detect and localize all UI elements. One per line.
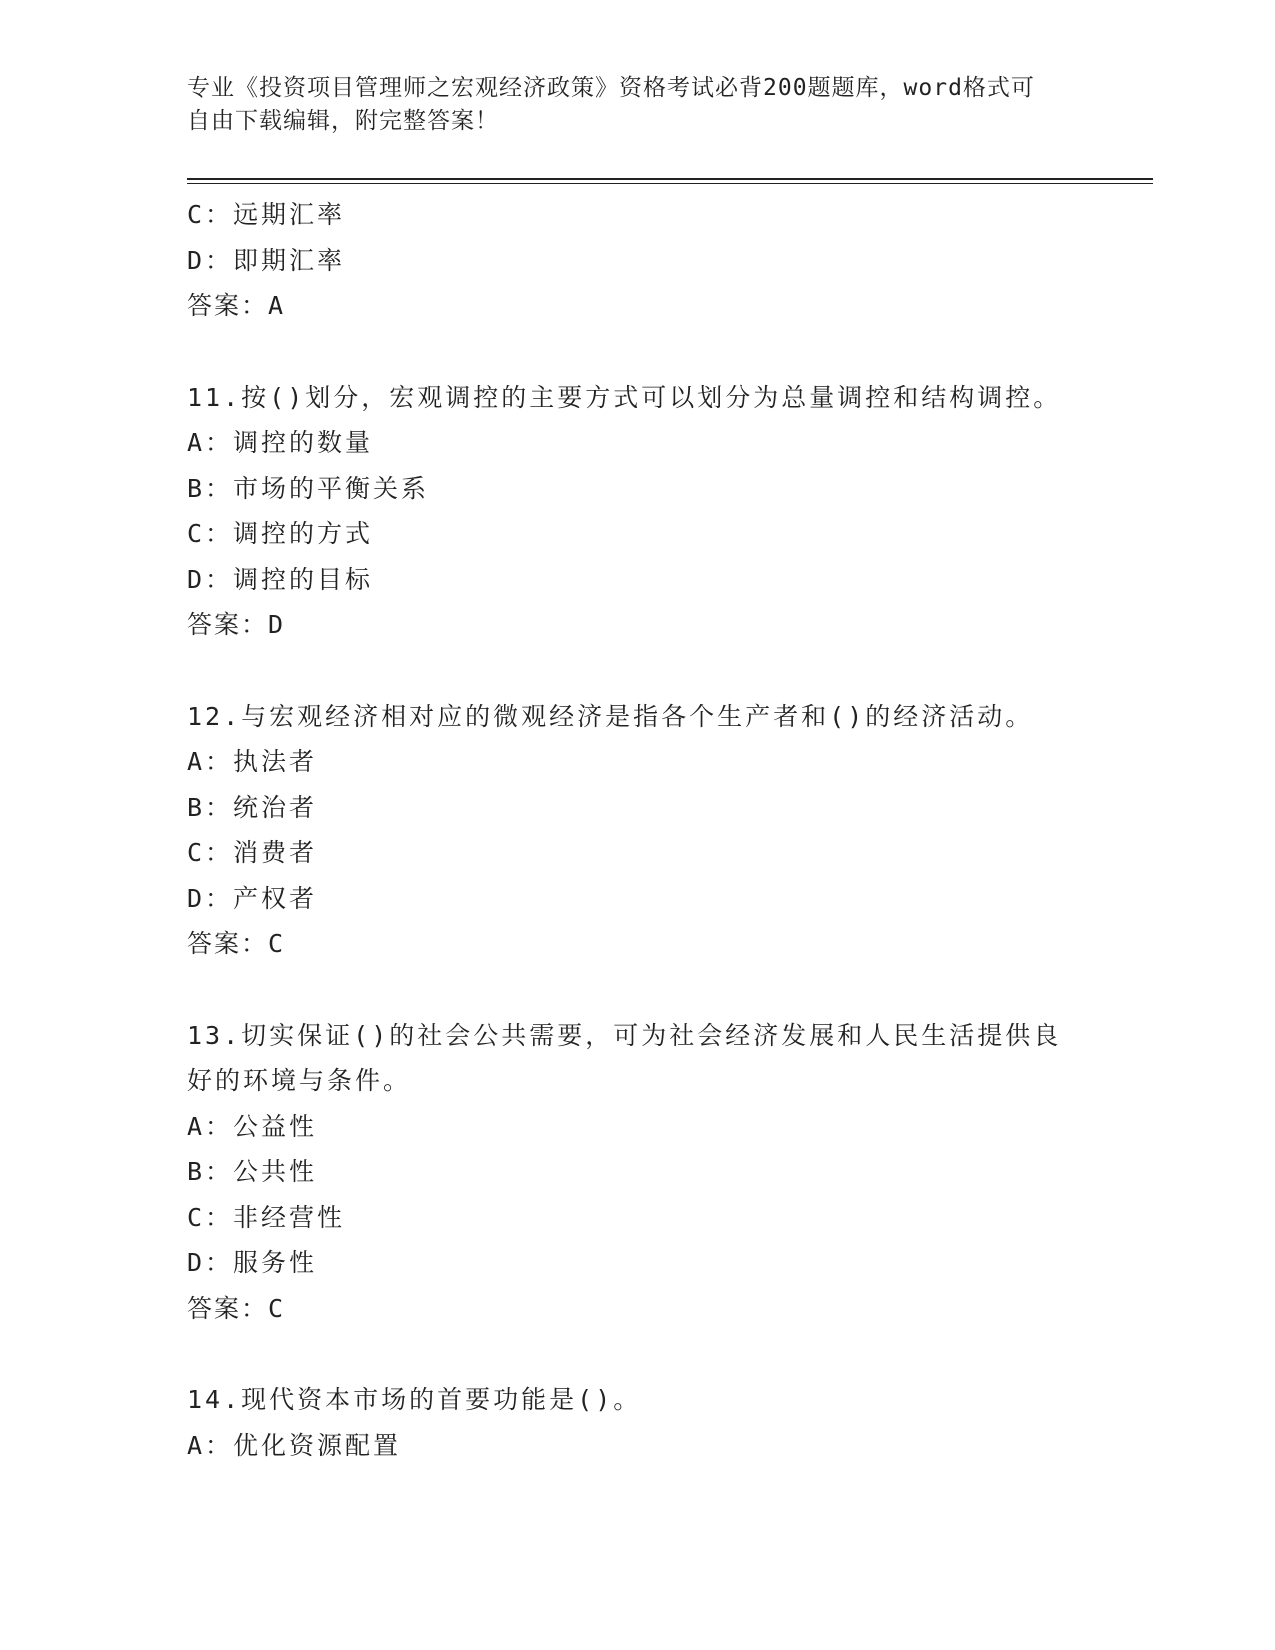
option-c: C：调控的方式 xyxy=(187,519,374,548)
answer-value: C xyxy=(268,1293,285,1323)
header-title-line-2: 自由下载编辑，附完整答案！ xyxy=(187,108,499,134)
answer-line xyxy=(187,921,1087,967)
answer-label: 答案： xyxy=(187,610,269,639)
answer-value: D xyxy=(268,610,285,639)
answer-label: 答案： xyxy=(187,291,269,320)
option-b: B：统治者 xyxy=(187,792,318,822)
header-divider xyxy=(187,178,1153,180)
question-12 xyxy=(187,694,1087,967)
answer-label: 答案： xyxy=(187,1293,269,1323)
question-stem: 12.与宏观经济相对应的微观经济是指各个生产者和()的经济活动。 xyxy=(187,701,1034,731)
question-11 xyxy=(187,375,1087,648)
answer-line xyxy=(187,602,1087,648)
question-stem: 14.现代资本市场的首要功能是()。 xyxy=(187,1385,642,1414)
option-c: C：非经营性 xyxy=(187,1202,346,1232)
option-a: A：调控的数量 xyxy=(187,428,374,457)
question-13 xyxy=(187,1013,1087,1332)
answer-value: A xyxy=(268,291,285,320)
question-stem-line-2: 好的环境与条件。 xyxy=(187,1066,412,1095)
document-header xyxy=(187,72,1087,138)
option-d: D：产权者 xyxy=(187,883,318,913)
option-c: C：消费者 xyxy=(187,838,318,867)
option-a: A：执法者 xyxy=(187,747,318,776)
option-a: A：优化资源配置 xyxy=(187,1430,402,1460)
question-fragment xyxy=(187,192,1087,329)
header-title-line-1: 专业《投资项目管理师之宏观经济政策》资格考试必背200题题库，word格式可 xyxy=(187,75,1035,101)
option-d: D：调控的目标 xyxy=(187,564,374,594)
answer-label: 答案： xyxy=(187,929,269,958)
option-c: C：远期汇率 xyxy=(187,200,346,229)
option-d: D：服务性 xyxy=(187,1248,318,1277)
question-stem-line-1: 13.切实保证()的社会公共需要，可为社会经济发展和人民生活提供良 xyxy=(187,1020,1062,1050)
question-list xyxy=(187,192,1087,1468)
answer-line xyxy=(187,283,1087,329)
answer-line xyxy=(187,1286,1087,1332)
question-stem: 11.按()划分，宏观调控的主要方式可以划分为总量调控和结构调控。 xyxy=(187,382,1062,412)
option-d: D：即期汇率 xyxy=(187,245,346,275)
question-14 xyxy=(187,1377,1087,1468)
option-b: B：公共性 xyxy=(187,1157,318,1186)
header-divider-thin xyxy=(187,183,1153,184)
answer-value: C xyxy=(268,929,285,958)
option-b: B：市场的平衡关系 xyxy=(187,473,430,503)
option-a: A：公益性 xyxy=(187,1111,318,1141)
